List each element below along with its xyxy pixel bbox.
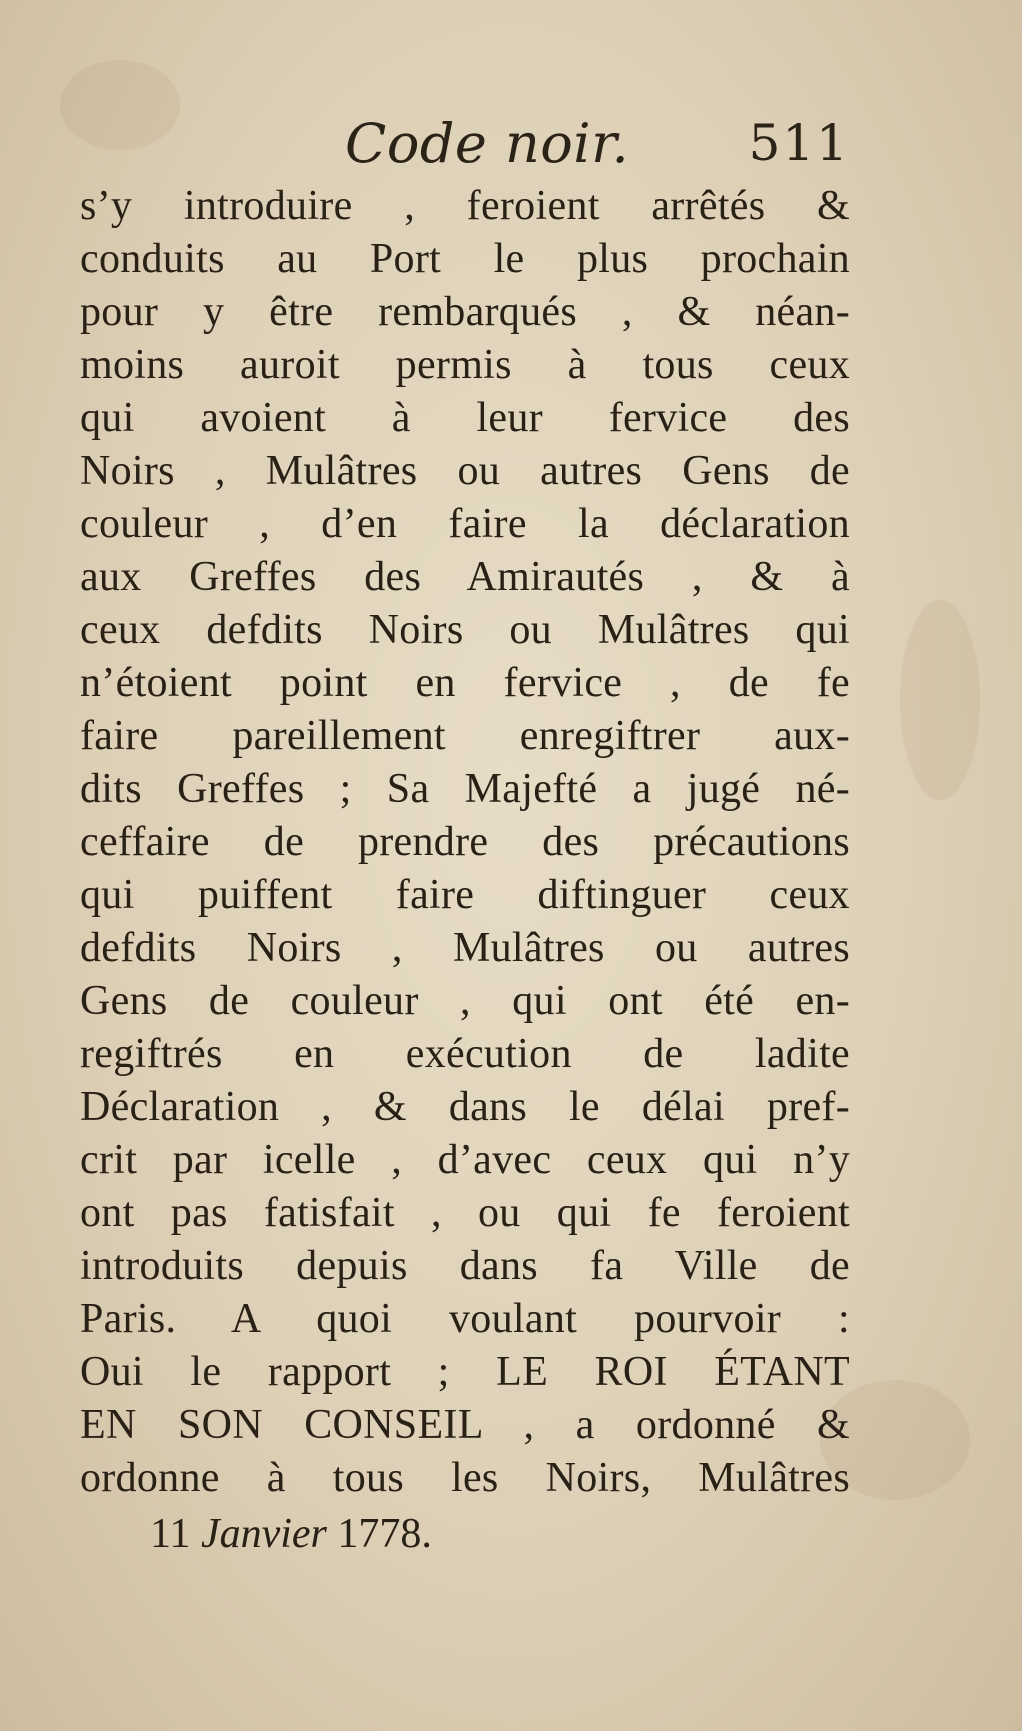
text-line: Noirs , Mulâtres ou autres Gens de: [80, 448, 850, 494]
text-line: n’étoient point en fervice , de fe: [80, 660, 850, 706]
text-line: qui avoient à leur fervice des: [80, 395, 850, 441]
text-line: Oui le rapport ; LE ROI ÉTANT: [80, 1349, 850, 1395]
text-line: crit par icelle , d’avec ceux qui n’y: [80, 1137, 850, 1183]
page-header: [80, 112, 850, 182]
text-line: conduits au Port le plus prochain: [80, 236, 850, 282]
body-text: [80, 180, 850, 1505]
text-line: faire pareillement enregiftrer aux-: [80, 713, 850, 759]
text-line: introduits depuis dans fa Ville de: [80, 1243, 850, 1289]
text-line: ordonne à tous les Noirs, Mulâtres: [80, 1455, 850, 1501]
paper-stain: [900, 600, 980, 800]
text-line: ceux defdits Noirs ou Mulâtres qui: [80, 607, 850, 653]
text-line: Paris. A quoi voulant pourvoir :: [80, 1296, 850, 1342]
text-line: regiftrés en exécution de ladite: [80, 1031, 850, 1077]
page-number: 511: [748, 114, 850, 172]
text-line: ont pas fatisfait , ou qui fe feroient: [80, 1190, 850, 1236]
text-line: defdits Noirs , Mulâtres ou autres: [80, 925, 850, 971]
footer-month: Janvier: [200, 1511, 327, 1557]
text-line: ceffaire de prendre des précautions: [80, 819, 850, 865]
text-line: dits Greffes ; Sa Majefté a jugé né-: [80, 766, 850, 812]
text-line: EN SON CONSEIL , a ordonné &: [80, 1402, 850, 1448]
text-line: s’y introduire , feroient arrêtés &: [80, 183, 850, 229]
text-line: aux Greffes des Amirautés , & à: [80, 554, 850, 600]
text-line: pour y être rembarqués , & néan-: [80, 289, 850, 335]
footer-day: 11: [150, 1511, 191, 1557]
text-line: couleur , d’en faire la déclaration: [80, 501, 850, 547]
footer-year: 1778.: [337, 1511, 432, 1557]
text-line: qui puiffent faire diftinguer ceux: [80, 872, 850, 918]
text-line: moins auroit permis à tous ceux: [80, 342, 850, 388]
text-line: Déclaration , & dans le délai pref-: [80, 1084, 850, 1130]
running-title: Code noir.: [345, 112, 630, 175]
page-footer-date: [150, 1510, 432, 1558]
text-line: Gens de couleur , qui ont été en-: [80, 978, 850, 1024]
